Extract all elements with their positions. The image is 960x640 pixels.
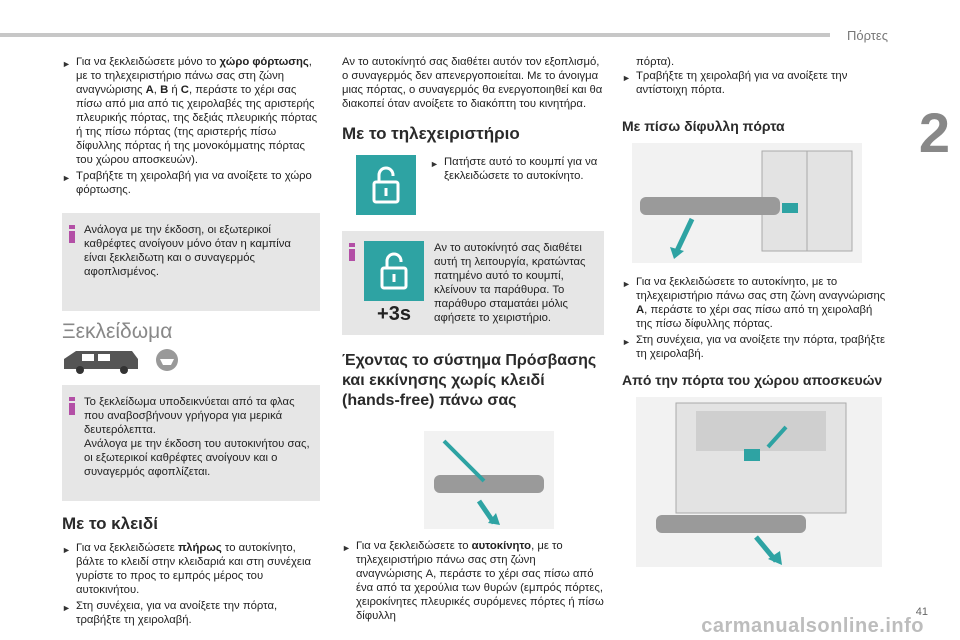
bullet-item: ► Πατήστε αυτό το κουμπί για να ξεκλειδώσετε το αυτοκίνητο. (430, 156, 598, 182)
bullet-marker-icon: ► (62, 545, 71, 555)
bullet-marker-icon: ► (62, 59, 71, 69)
door-handle-illustration (424, 431, 554, 529)
column-left (62, 55, 320, 629)
section-heading-remote: Με το τηλεχειριστήριο (342, 124, 520, 143)
bullet-item: ► Για να ξεκλειδώσετε το αυτοκίνητο, με το τηλεχειριστήριο πάνω σας στη ζώνη αναγνώρισης A, περάστε το χέρι σας πίσω από τη χειρολαβή της πίσω δίφυλλης πόρτας. (622, 276, 886, 330)
section-heading-unlock: Ξεκλείδωμα (62, 320, 173, 343)
info-icon (69, 225, 75, 243)
section-heading-boot: Από την πόρτα του χώρου αποσκευών (622, 372, 883, 388)
bullet-marker-icon: ► (430, 159, 439, 169)
section-heading-handsfree: Έχοντας το σύστημα Πρόσβασης και εκκίνησης χωρίς κλειδί (hands-free) πάνω σας (342, 352, 597, 409)
bullet-marker-icon: ► (622, 279, 631, 289)
bullet-item: ► Για να ξεκλειδώσετε πλήρως το αυτοκίνητο, βάλτε το κλειδί στην κλειδαριά και στη συνέχεια γυρίστε το προς το εμπρός μέρος του αυτοκινήτου. (62, 542, 311, 596)
info-box: Ανάλογα με την έκδοση, οι εξωτερικοί καθρέφτες ανοίγουν μόνο όταν η καμπίνα είναι ξεκλειδωτη και ο συναγερμός αφοπλισμένος. (62, 213, 320, 311)
van-icon (62, 347, 140, 375)
column-middle (342, 55, 604, 625)
rear-door-illustration (632, 143, 862, 263)
bullet-marker-icon: ► (342, 543, 351, 553)
unlock-button-icon (356, 155, 416, 215)
bullet-item: ► Για να ξεκλειδώσετε μόνο το χώρο φόρτωσης, με το τηλεχειριστήριο πάνω σας στη ζώνη αναγνώρισης A, B ή C, περάστε το χέρι σας πίσω από μια από τις χειρολαβές της αριστερής πλευρικής πόρτας, της δεξιάς πλευρικής πόρτας ή της πίσω πόρτας (της αριστερής πίσω δίφυλλης πόρτας ή της μονοκόμματης πόρτας του χώρου αποσκευών). (62, 56, 318, 166)
column-right: πόρτα). ► Τραβήξτε τη χειρολαβή για να ανοίξετε την αντίστοιχη πόρτα. Με πίσω δίφυλλη πόρτα ► Για να ξεκλειδώσετε το αυτοκίνητο, με το τηλεχειριστήριο πάνω σας στη ζώνη αναγνώρισης A, περάστε το χέρι σας πίσω από τη χειρολαβή της πίσω δίφυλλης πόρτας. ► Στη συνέχεια, για να ανοίξετε την πόρτα, τραβήξτε τη χειρολαβή. Από την πόρτα του χώρου αποσκευών (622, 55, 888, 567)
watermark: carmanualsonline.info (701, 615, 924, 637)
hold-3s-badge: +3s (377, 303, 411, 325)
page-number: 41 (915, 606, 928, 618)
info-icon (69, 397, 75, 415)
section-heading-rear-door: Με πίσω δίφυλλη πόρτα (622, 118, 785, 134)
section-heading-key: Με το κλειδί (62, 514, 158, 533)
bullet-marker-icon: ► (62, 173, 71, 183)
mirror-unfold-icon (154, 347, 180, 373)
remote-row (342, 155, 604, 215)
intro-paragraph: Αν το αυτοκίνητό σας διαθέτει αυτόν τον εξοπλισμό, ο συναγερμός δεν απενεργοποιείται. Με το άνοιγμα μιας πόρτας, ο συναγερμός θα ενεργοποιηθεί και θα διακοπεί όταν ανοίξετε το διακόπτη του κινητήρα. (342, 56, 603, 110)
bullet-item: ► Τραβήξτε τη χειρολαβή για να ανοίξετε την αντίστοιχη πόρτα. (622, 70, 848, 96)
bullet-item: ► Στη συνέχεια, για να ανοίξετε την πόρτα, τραβήξτε τη χειρολαβή. (62, 600, 278, 626)
info-box: +3s Αν το αυτοκίνητό σας διαθέτει αυτή τη λειτουργία, κρατώντας πατημένο αυτό το κουμπί, κλείνουν τα παράθυρα. Το παράθυρο σταματάει μόλις αφήσετε το χειριστήριο. (342, 231, 604, 335)
tailgate-illustration (636, 397, 882, 567)
bullet-item: ► Τραβήξτε τη χειρολαβή για να ανοίξετε το χώρο φόρτωσης. (62, 170, 312, 196)
unlock-illustration (62, 347, 320, 375)
bullet-item: ► Στη συνέχεια, για να ανοίξετε την πόρτα, τραβήξτε τη χειρολαβή. (622, 334, 886, 360)
bullet-marker-icon: ► (62, 603, 71, 613)
bullet-item: ► Για να ξεκλειδώσετε το αυτοκίνητο, με το τηλεχειριστήριο πάνω σας στη ζώνη αναγνώρισης A, περάστε το χέρι σας πίσω από ένα από τα χερούλια των θυρών (εμπρός πόρτες, χειροκίνητες πλευρικές συρόμενες πόρτες ή πίσω δίφυλλη (342, 540, 604, 622)
chapter-number: 2 (918, 101, 950, 164)
info-box: Το ξεκλείδωμα υποδεικνύεται από τα φλας που αναβοσβήνουν γρήγορα για μερικά δευτερόλεπτα. Ανάλογα με την έκδοση του αυτοκινήτου σας, οι εξωτερικοί καθρέφτες ανοίγουν και ο συναγερμός αφοπλίζεται. (62, 385, 320, 501)
bullet-marker-icon: ► (622, 337, 631, 347)
section-title: Πόρτες (846, 28, 888, 43)
info-icon (349, 243, 355, 261)
header-rule (0, 33, 830, 37)
bullet-marker-icon: ► (622, 73, 631, 83)
unlock-button-icon (364, 241, 424, 301)
